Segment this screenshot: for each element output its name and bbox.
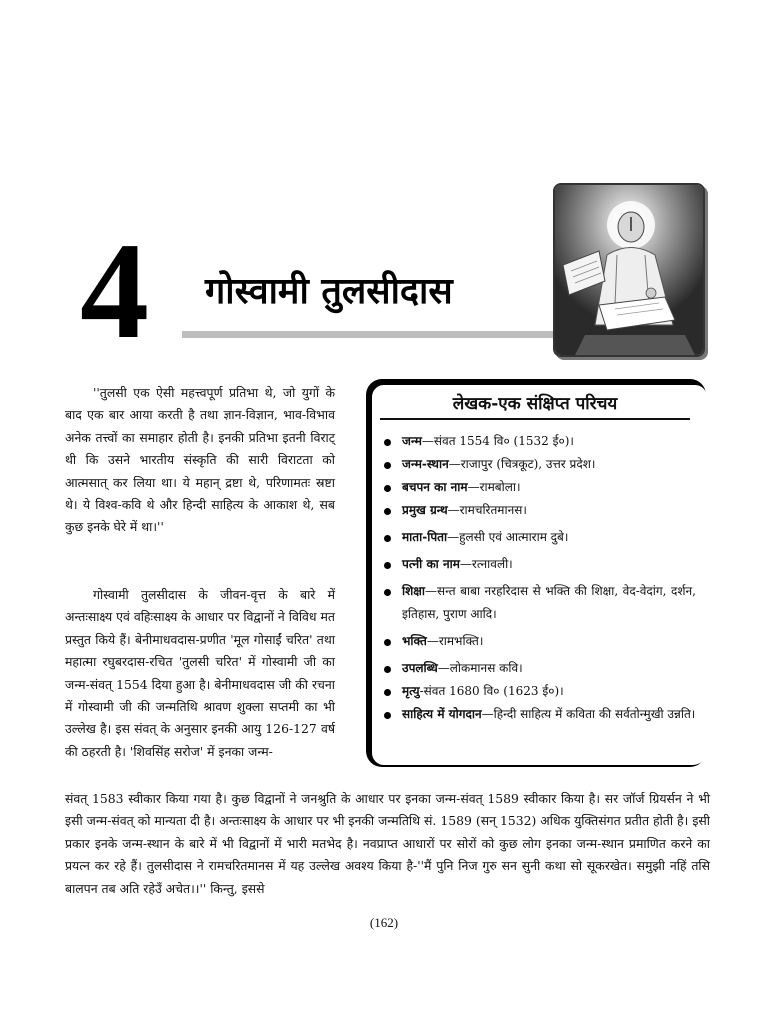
title-underline <box>182 331 557 338</box>
bio-item-label: जन्म-स्थान <box>402 457 449 471</box>
bio-item-label: बचपन का नाम <box>402 480 468 494</box>
bio-item-value: —हिन्दी साहित्य में कविता की सर्वतोन्मुखी उन्नति। <box>481 707 696 721</box>
bio-list <box>380 430 696 726</box>
bio-item-value: —रामभक्ति। <box>426 634 484 648</box>
chapter-number: 4 <box>80 214 149 367</box>
bio-item-label: प्रमुख ग्रन्थ <box>402 503 448 517</box>
bio-item-wife <box>380 553 696 576</box>
bio-item-value: —रामबोला। <box>467 480 521 494</box>
bio-item-label: उपलब्धि <box>402 661 438 675</box>
bio-item-value: —रामचरितमानस। <box>447 503 527 517</box>
bio-item-contribution <box>380 703 696 726</box>
bio-item-label: पत्नी का नाम <box>402 557 460 571</box>
portrait-illustration <box>555 185 703 355</box>
bio-item-major-work <box>380 499 696 522</box>
bio-item-label: माता-पिता <box>402 530 448 544</box>
bio-item-birth <box>380 430 696 453</box>
bio-item-parents <box>380 526 696 549</box>
bio-item-label: शिक्षा <box>402 584 425 598</box>
body-paragraph: गोस्वामी तुलसीदास के जीवन-वृत्त के बारे में अन्तःसाक्ष्य एवं वहिःसाक्ष्य के आधार पर विद्वानों ने विविध मत प्रस्तुत किये हैं। बेनीमाधवदास-प्रणीत 'मूल गोसाईं चरित' तथा महात्मा रघुबरदास-रचित 'तुलसी चरित' में गोस्वामी जी का जन्म-संवत् 1554 दिया हुआ है। बेनीमाधवदास जी की रचना में गोस्वामी जी की जन्मतिथि श्रावण शुक्ला सप्तमी का भी उल्लेख है। इस संवत् के अनुसार इनकी आयु 126-127 वर्ष की ठहरती है। 'शिवसिंह सरोज' में इनका जन्म- <box>65 587 335 759</box>
bio-item-label: भक्ति <box>402 634 427 648</box>
bio-item-death <box>380 680 696 703</box>
body-paragraph-continued: संवत् 1583 स्वीकार किया गया है। कुछ विद्वानों ने जनश्रुति के आधार पर इनका जन्म-संवत् 1589 स्वीकार किया है। सर जॉर्ज ग्रियर्सन ने भी इसी जन्म-संवत् को मान्यता दी है। अन्तःसाक्ष्य के आधार पर भी इनकी जन्मतिथि सं. 1589 (सन् 1532) अधिक युक्तिसंगत प्रतीत होती है। इसी प्रकार इनके जन्म-स्थान के बारे में भी विद्वानों में भारी मतभेद है। नवप्राप्त आधारों पर सोरों को कुछ लोग इनका जन्म-स्थान प्रमाणित करने का प्रयत्न कर रहे हैं। तुलसीदास ने रामचरितमानस में यह उल्लेख अवश्य किया है-''मैं पुनि निज गुरु सन सुनी कथा सो सूकरखेत। समुझी नहिं तसि बालपन तब अति रहेउँ अचेत।।'' किन्तु, इससे <box>65 791 710 896</box>
bio-item-value: —सन्त बाबा नरहरिदास से भक्ति की शिक्षा, वेद-वेदांग, दर्शन, इतिहास, पुराण आदि। <box>402 584 696 621</box>
poet-portrait <box>553 183 705 357</box>
bio-item-birthplace <box>380 453 696 476</box>
bio-heading-rule <box>380 418 690 420</box>
bio-item-devotion <box>380 630 696 653</box>
bio-item-achievement <box>380 657 696 680</box>
bio-item-value: —संवत 1554 वि० (1532 ई०)। <box>421 434 574 448</box>
quote-paragraph: ''तुलसी एक ऐसी महत्त्वपूर्ण प्रतिभा थे, जो युगों के बाद एक बार आया करती है तथा ज्ञान-विज्ञान, भाव-विभाव अनेक तत्त्वों का समाहार होती है। इनकी प्रतिभा इतनी विराट् थी कि उसने भारतीय संस्कृति की सारी विराटता को आत्मसात् कर लिया था। ये महान् द्रष्टा थे, परिणामतः स्रष्टा थे। ये विश्व-कवि थे और हिन्दी साहित्य के आकाश थे, सब कुछ इनके घेरे में था।'' <box>65 385 335 535</box>
bio-item-label: मृत्यु <box>402 684 420 698</box>
bio-item-value: —राजापुर (चित्रकूट), उत्तर प्रदेश। <box>448 457 596 471</box>
bio-item-education <box>380 580 696 626</box>
page-number: (162) <box>369 915 399 930</box>
bio-item-childhood-name <box>380 476 696 499</box>
chapter-title: गोस्वामी तुलसीदास <box>205 271 453 312</box>
bio-item-value: —हुलसी एवं आत्माराम दुबे। <box>447 530 569 544</box>
bio-item-value: —रत्नावली। <box>459 557 513 571</box>
bio-item-value: -संवत 1680 वि० (1623 ई०)। <box>419 684 564 698</box>
bio-item-label: जन्म <box>402 434 422 448</box>
bio-item-label: साहित्य में योगदान <box>402 707 482 721</box>
bio-heading: लेखक-एक संक्षिप्त परिचय <box>452 394 618 414</box>
bio-item-value: —लोकमानस कवि। <box>437 661 523 675</box>
